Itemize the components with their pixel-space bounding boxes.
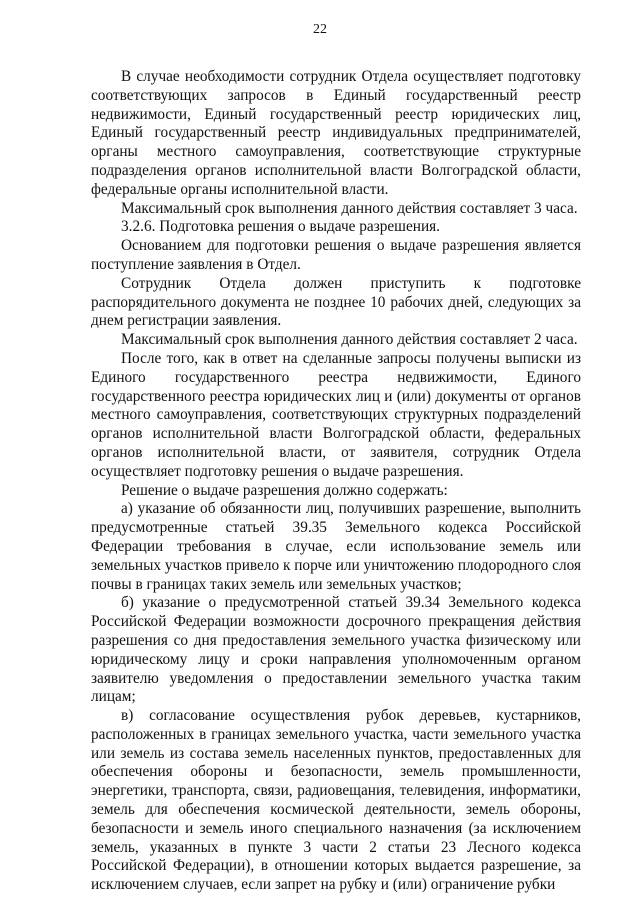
body-text	[91, 68, 581, 895]
paragraph-max-time-2h: Максимальный срок выполнения данного действия составляет 2 часа.	[121, 331, 578, 349]
page-number: 22	[313, 22, 327, 37]
paragraph-after-responses: После того, как в ответ на сделанные запросы получены выписки из Единого государственного реестра недвижимости, Единого государственного реестра юридических лиц и (или) документы от органов местного самоуправления, соответствующих структурных подразделений органов исполнительной власти Волгоградской области, федеральных органов исполнительной власти, от заявителя, сотрудник Отдела осуществляет подготовку решения о выдаче разрешения.	[91, 349, 581, 480]
section-heading-3-2-6: 3.2.6. Подготовка решения о выдаче разрешения.	[121, 218, 440, 236]
paragraph-basis: Основанием для подготовки решения о выдаче разрешения является поступление заявления в Отдел.	[91, 237, 581, 273]
paragraph-request-preparation: В случае необходимости сотрудник Отдела осуществляет подготовку соответствующих запросов в Единый государственный реестр недвижимости, Единый государственный реестр юридических лиц, Единый государственный реестр индивидуальных предпринимателей, органы местного самоуправления, соответствующие структурные подразделения органов исполнительной власти Волгоградской области, федеральные органы исполнительной власти.	[91, 68, 581, 198]
list-item-a: а) указание об обязанности лиц, получивших разрешение, выполнить предусмотренные статьей 39.35 Земельного кодекса Российской Федерации требования в случае, если использование земель или земельных участков привело к порче или уничтожению плодородного слоя почвы в границах таких земель или земельных участков;	[91, 500, 581, 593]
list-item-b: б) указание о предусмотренной статьей 39.34 Земельного кодекса Российской Федерации возможности досрочного прекращения действия разрешения со дня предоставления земельного участка физическому или юридическому лицу и сроки направления уполномоченным органом заявителю уведомления о предоставлении земельного участка таким лицам;	[91, 594, 581, 706]
paragraph-max-time-3h: Максимальный срок выполнения данного действия составляет 3 часа.	[121, 199, 578, 217]
paragraph-employee-start: Сотрудник Отдела должен приступить к подготовке распорядительного документа не позднее 10 рабочих дней, следующих за днем регистрации заявления.	[91, 274, 581, 330]
paragraph-decision-contents: Решение о выдаче разрешения должно содержать:	[121, 481, 448, 499]
list-item-v: в) согласование осуществления рубок деревьев, кустарников, расположенных в границах земельного участка, части земельного участка или земель из состава земель населенных пунктов, предоставленных для обеспечения обороны и безопасности, земель промышленности, энергетики, транспорта, связи, радиовещания, телевидения, информатики, земель для обеспечения космической деятельности, земель обороны, безопасности и земель иного специального назначения (за исключением земель, указанных в пункте 3 части 2 статьи 23 Лесного кодекса Российской Федерации), в отношении которых выдается разрешение, за исключением случаев, если запрет на рубку и (или) ограничение рубки	[91, 707, 581, 894]
